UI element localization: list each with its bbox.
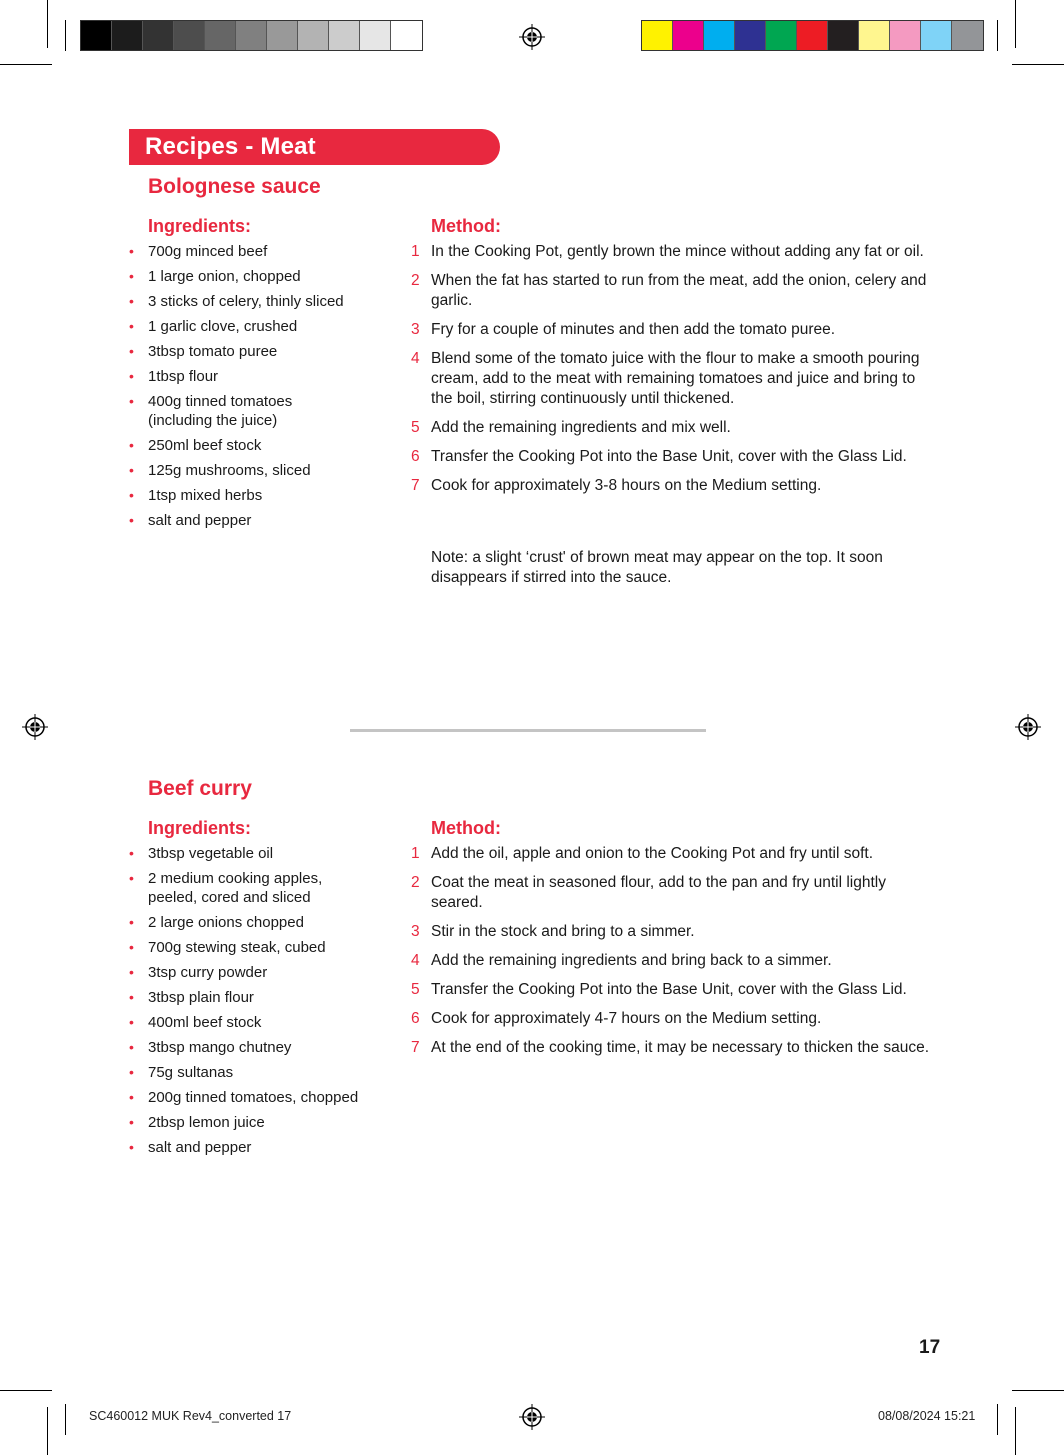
method-list (410, 242, 940, 505)
ingredient-text: 400g tinned tomatoes (including the juice) (148, 393, 293, 429)
step-text: Transfer the Cooking Pot into the Base Unit, cover with the Glass Lid. (431, 448, 907, 465)
ingredient-item (126, 1088, 386, 1107)
color-swatch (360, 21, 391, 50)
color-swatch (921, 21, 952, 50)
process-color-bar (641, 20, 984, 51)
ingredient-item (126, 1063, 386, 1082)
bullet-icon: • (129, 939, 134, 955)
ingredient-text: 700g stewing steak, cubed (148, 939, 326, 956)
ingredient-item (126, 938, 386, 957)
footer-file-info: SC460012 MUK Rev4_converted 17 (89, 1409, 292, 1423)
color-swatch (890, 21, 921, 50)
ingredients-heading: Ingredients: (148, 818, 252, 838)
ingredient-item (126, 988, 386, 1007)
step-text: Fry for a couple of minutes and then add the tomato puree. (431, 321, 836, 338)
ingredient-text: 2 medium cooking apples, peeled, cored and sliced (148, 870, 323, 906)
ingredient-text: 3 sticks of celery, thinly sliced (148, 293, 344, 310)
step-text: Cook for approximately 3-8 hours on the Medium setting. (431, 477, 822, 494)
ingredient-item (126, 963, 386, 982)
ingredient-text: 1 garlic clove, crushed (148, 318, 298, 335)
method-heading: Method: (431, 216, 501, 236)
method-step (410, 980, 940, 1000)
method-list (410, 844, 940, 1067)
color-swatch (205, 21, 236, 50)
step-text: When the fat has started to run from the meat, add the onion, celery and garlic. (431, 272, 927, 309)
bullet-icon: • (129, 393, 134, 409)
method-step (410, 873, 940, 913)
step-number: 3 (411, 923, 420, 940)
method-step (410, 242, 940, 262)
step-text: In the Cooking Pot, gently brown the mince without adding any fat or oil. (431, 243, 924, 260)
bullet-icon: • (129, 243, 134, 259)
method-step (410, 447, 940, 467)
ingredient-text: 3tbsp tomato puree (148, 343, 278, 360)
bullet-icon: • (129, 512, 134, 528)
ingredient-item (126, 913, 386, 932)
bullet-icon: • (129, 487, 134, 503)
section-divider (350, 729, 706, 732)
color-swatch (112, 21, 143, 50)
ingredient-text: salt and pepper (148, 1139, 252, 1156)
ingredient-item (126, 317, 386, 336)
color-swatch (704, 21, 735, 50)
ingredient-text: 1 large onion, chopped (148, 268, 301, 285)
grayscale-color-bar (80, 20, 423, 51)
color-swatch (952, 21, 983, 50)
step-number: 6 (411, 1010, 420, 1027)
step-text: Blend some of the tomato juice with the flour to make a smooth pouring cream, add to the meat with remaining tomatoes and juice and bring to the boil, stirring continuously until thickened. (431, 350, 920, 407)
ingredient-item (126, 367, 386, 386)
ingredient-item (126, 511, 386, 530)
recipe-title: Bolognese sauce (148, 175, 321, 198)
method-step (410, 1038, 940, 1058)
method-step (410, 951, 940, 971)
ingredient-text: 400ml beef stock (148, 1014, 262, 1031)
recipe-title: Beef curry (148, 777, 252, 800)
bullet-icon: • (129, 1039, 134, 1055)
ingredient-item (126, 436, 386, 455)
bullet-icon: • (129, 1014, 134, 1030)
step-number: 1 (411, 243, 420, 260)
section-title: Recipes - Meat (145, 133, 316, 160)
ingredient-item (126, 1138, 386, 1157)
page-number: 17 (919, 1337, 941, 1358)
ingredient-item (126, 1113, 386, 1132)
step-number: 3 (411, 321, 420, 338)
ingredient-item (126, 1013, 386, 1032)
bullet-icon: • (129, 1114, 134, 1130)
step-number: 6 (411, 448, 420, 465)
step-text: Add the remaining ingredients and bring back to a simmer. (431, 952, 832, 969)
color-swatch (329, 21, 360, 50)
step-number: 7 (411, 1039, 420, 1056)
step-text: Add the remaining ingredients and mix well. (431, 419, 731, 436)
color-swatch (298, 21, 329, 50)
method-step (410, 922, 940, 942)
color-swatch (642, 21, 673, 50)
ingredient-item (126, 486, 386, 505)
method-step (410, 1009, 940, 1029)
ingredient-item (126, 844, 386, 863)
bullet-icon: • (129, 343, 134, 359)
step-number: 4 (411, 952, 420, 969)
method-step (410, 476, 940, 496)
bullet-icon: • (129, 368, 134, 384)
method-step (410, 844, 940, 864)
method-step (410, 418, 940, 438)
bullet-icon: • (129, 293, 134, 309)
ingredient-item (126, 869, 386, 907)
color-swatch (735, 21, 766, 50)
ingredients-list (126, 844, 386, 1163)
registration-mark-icon (519, 1404, 545, 1430)
ingredient-text: 2tbsp lemon juice (148, 1114, 265, 1131)
bullet-icon: • (129, 964, 134, 980)
bullet-icon: • (129, 462, 134, 478)
step-text: Stir in the stock and bring to a simmer. (431, 923, 695, 940)
method-step (410, 349, 940, 409)
registration-mark-icon (22, 714, 48, 740)
step-number: 1 (411, 845, 420, 862)
color-swatch (391, 21, 422, 50)
bullet-icon: • (129, 989, 134, 1005)
ingredient-text: 250ml beef stock (148, 437, 262, 454)
step-text: Add the oil, apple and onion to the Cooking Pot and fry until soft. (431, 845, 874, 862)
ingredient-item (126, 342, 386, 361)
bullet-icon: • (129, 870, 134, 886)
bullet-icon: • (129, 845, 134, 861)
ingredient-text: salt and pepper (148, 512, 252, 529)
bullet-icon: • (129, 1089, 134, 1105)
step-text: Coat the meat in seasoned flour, add to the pan and fry until lightly seared. (431, 874, 886, 911)
ingredient-text: 200g tinned tomatoes, chopped (148, 1089, 359, 1106)
color-swatch (236, 21, 267, 50)
color-swatch (81, 21, 112, 50)
step-number: 5 (411, 981, 420, 998)
bullet-icon: • (129, 268, 134, 284)
bullet-icon: • (129, 318, 134, 334)
method-heading: Method: (431, 818, 501, 838)
color-swatch (766, 21, 797, 50)
ingredient-text: 1tsp mixed herbs (148, 487, 263, 504)
step-number: 5 (411, 419, 420, 436)
ingredient-item (126, 1038, 386, 1057)
color-swatch (797, 21, 828, 50)
ingredient-item (126, 292, 386, 311)
ingredients-list (126, 242, 386, 536)
color-swatch (143, 21, 174, 50)
ingredient-text: 75g sultanas (148, 1064, 234, 1081)
ingredient-text: 700g minced beef (148, 243, 268, 260)
step-text: At the end of the cooking time, it may be necessary to thicken the sauce. (431, 1039, 929, 1056)
step-text: Transfer the Cooking Pot into the Base Unit, cover with the Glass Lid. (431, 981, 907, 998)
ingredient-item (126, 461, 386, 480)
bullet-icon: • (129, 437, 134, 453)
ingredients-heading: Ingredients: (148, 216, 252, 236)
method-step (410, 271, 940, 311)
ingredient-text: 3tbsp plain flour (148, 989, 254, 1006)
bullet-icon: • (129, 914, 134, 930)
color-swatch (673, 21, 704, 50)
ingredient-text: 3tsp curry powder (148, 964, 268, 981)
ingredient-text: 125g mushrooms, sliced (148, 462, 311, 479)
bullet-icon: • (129, 1139, 134, 1155)
color-swatch (267, 21, 298, 50)
ingredient-text: 2 large onions chopped (148, 914, 304, 931)
registration-mark-icon (1015, 714, 1041, 740)
ingredient-item (126, 267, 386, 286)
color-swatch (828, 21, 859, 50)
step-text: Cook for approximately 4-7 hours on the Medium setting. (431, 1010, 822, 1027)
ingredient-item (126, 242, 386, 261)
bullet-icon: • (129, 1064, 134, 1080)
section-banner (129, 129, 500, 165)
step-number: 4 (411, 350, 420, 367)
method-step (410, 320, 940, 340)
footer-datetime: 08/08/2024 15:21 (878, 1409, 976, 1423)
step-number: 2 (411, 272, 420, 289)
step-number: 7 (411, 477, 420, 494)
ingredient-text: 3tbsp vegetable oil (148, 845, 274, 862)
registration-mark-icon (519, 24, 545, 50)
step-number: 2 (411, 874, 420, 891)
ingredient-item (126, 392, 386, 430)
color-swatch (859, 21, 890, 50)
ingredient-text: 3tbsp mango chutney (148, 1039, 292, 1056)
color-swatch (174, 21, 205, 50)
ingredient-text: 1tbsp flour (148, 368, 219, 385)
recipe-note: Note: a slight ‘crust' of brown meat may appear on the top. It soon disappears if stirred into the sauce. (431, 549, 883, 586)
